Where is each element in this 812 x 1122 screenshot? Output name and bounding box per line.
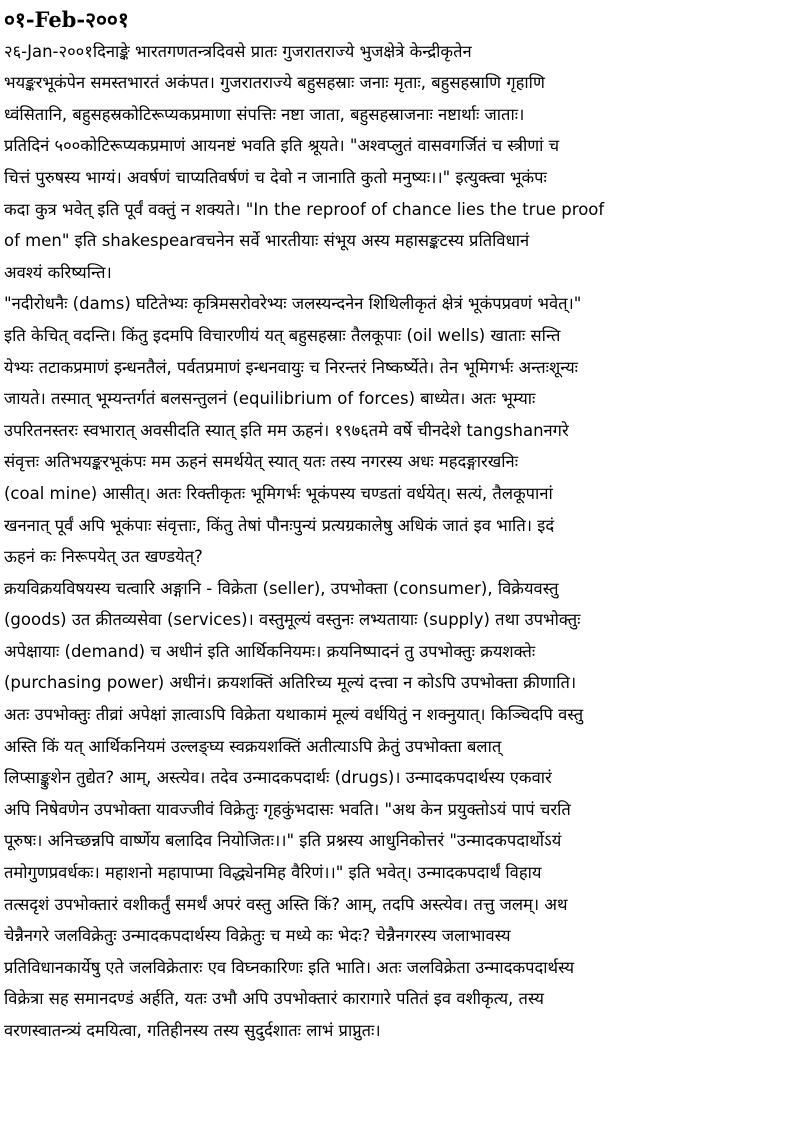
text-line: वरणस्वातन्त्र्यं दमयित्वा, गतिहीनस्य तस्य सुदुर्दशातः लाभं प्राप्नुतः। <box>4 1021 381 1040</box>
text-line: भयङ्करभूकंपेन समस्तभारतं अकंपत। गुजरातराज्ये बहुसहस्राः जनाः मृताः, बहुसहस्राणि गृहाणि <box>4 73 545 93</box>
text-line: ध्वंसितानि, बहुसहस्रकोटिरूप्यकप्रमाणा संपत्तिः नष्टा जाता, बहुसहस्राजनाः नष्टार्थाः जाताः। <box>4 104 525 124</box>
text-line: ऊहनं कः निरूपयेत् उत खण्डयेत्? <box>4 547 203 567</box>
text-line: येभ्यः तटाकप्रमाणं इन्धनतैलं, पर्वतप्रमाणं इन्धनवायुः च निरन्तरं निष्कर्ष्येते। तेन भूमिगर्भः अन्तःशून्यः <box>4 357 578 377</box>
text-line: अपेक्षायाः (demand) च अधीनं इति आर्थिकनियमः। क्रयनिष्पादनं तु उपभोक्तुः क्रयशक्तेः <box>4 641 536 661</box>
text-line: कदा कुत्र भवेत् इति पूर्वं वक्तुं न शक्यते। "In the reproof of chance lies the true proof <box>4 199 605 219</box>
text-line: "नदीरोधनैः (dams) घटितेभ्यः कृत्रिमसरोवरेभ्यः जलस्यन्दनेन शिथिलीकृतं क्षेत्रं भूकंपप्रवणं भवेत्।" <box>4 294 582 314</box>
text-line: प्रतिविधानकार्येषु एते जलविक्रेतारः एव विघ्नकारिणः इति भाति। अतः जलविक्रेता उन्मादकपदार्थस्य <box>4 957 575 977</box>
text-line: अतः उपभोक्तुः तीव्रां अपेक्षां ज्ञात्वाऽपि विक्रेता यथाकामं मूल्यं वर्धयितुं न शक्नुयात्। किञ्चिदपि वस्तु <box>4 705 584 725</box>
text-line: चेन्नैनगरे जलविक्रेतुः उन्मादकपदार्थस्य विक्रेतुः च मध्ये कः भेदः? चेन्नैनगरस्य जलाभावस्य <box>4 926 511 946</box>
text-line: लिप्साङ्कुशेन तुद्येत? आम्, अस्त्येव। तदेव उन्मादकपदार्थः (drugs)। उन्मादकपदार्थस्य एकवारं <box>4 768 552 788</box>
text-line: प्रतिदिनं ५००कोटिरूप्यकप्रमाणं आयनष्टं भवति इति श्रूयते। "अश्वप्लुतं वासवगर्जितं च स्त्रीणां च <box>4 136 560 156</box>
text-line: विक्रेत्रा सह समानदण्डं अर्हति, यतः उभौ अपि उपभोक्तारं कारागारे पतितं इव वशीकृत्य, तस्य <box>4 989 544 1009</box>
text-line: क्रयविक्रयविषयस्य चत्वारि अङ्गानि - विक्रेता (seller), उपभोक्ता (consumer), विक्रेयवस्तु <box>4 578 559 598</box>
text-line: तमोगुणप्रवर्धकः। महाशनो महापाप्मा विद्ध्येनमिह वैरिणं।।" इति भवेत्। उन्मादकपदार्थं विहाय <box>4 863 542 883</box>
text-line: अस्ति किं यत् आर्थिकनियमं उल्लङ्घ्य स्वक्रयशक्तिं अतीत्याऽपि क्रेतुं उपभोक्ता बलात् <box>4 736 502 756</box>
text-line: उपरितनस्तरः स्वभारात् अवसीदति स्यात् इति मम ऊहनं। १९७६तमे वर्षे चीनदेशे tangshanनगरे <box>4 420 569 440</box>
document-date: ०१-Feb-२००१ <box>4 7 129 32</box>
text-line: २६-Jan-२००१दिनाङ्के भारतगणतन्त्रदिवसे प्रातः गुजरातराज्ये भुजक्षेत्रे केन्द्रीकृतेन <box>4 41 472 61</box>
text-line: पूरुषः। अनिच्छन्नपि वार्ष्णेय बलादिव नियोजितः।।" इति प्रश्नस्य आधुनिकोत्तरं "उन्मादकपदार्थोऽयं <box>4 831 562 851</box>
text-line: खननात् पूर्वं अपि भूकंपाः संवृत्ताः, किंतु तेषां पौनःपुन्यं प्रत्यग्रकालेषु अधिकं जातं इव भाति। इदं <box>4 515 555 535</box>
text-line: (goods) उत क्रीतव्यसेवा (services)। वस्तुमूल्यं वस्तुनः लभ्यतायाः (supply) तथा उपभोक्तुः <box>4 610 581 630</box>
text-line: चित्तं पुरुषस्य भाग्यं। अवर्षणं चाप्यतिवर्षणं च देवो न जानाति कुतो मनुष्यः।।" इत्युक्त्वा भूकंपः <box>4 167 547 187</box>
text-line: जायते। तस्मात् भूम्यन्तर्गतं बलसन्तुलनं (equilibrium of forces) बाध्येत। अतः भूम्याः <box>4 389 536 409</box>
text-line: संवृत्तः अतिभयङ्करभूकंपः मम ऊहनं समर्थयेत् स्यात् यतः तस्य नगरस्य अधः महदङ्गारखनिः <box>4 452 519 472</box>
document-body <box>4 4 798 1047</box>
text-line: तत्सदृशं उपभोक्तारं वशीकर्तुं समर्थं अपरं वस्तु अस्ति किं? आम्, तदपि अस्त्येव। तत्तु जलम्। अथ <box>4 894 568 914</box>
text-line: (purchasing power) अधीनं। क्रयशक्तिं अतिरिच्य मूल्यं दत्त्वा न कोऽपि उपभोक्ता क्रीणाति। <box>4 673 577 693</box>
text-line: of men" इति shakespearवचनेन सर्वे भारतीयाः संभूय अस्य महासङ्कटस्य प्रतिविधानं <box>4 231 530 251</box>
text-line: अवश्यं करिष्यन्ति। <box>4 262 112 282</box>
text-line: (coal mine) आसीत्। अतः रिक्तीकृतः भूमिगर्भः भूकंपस्य चण्डतां वर्धयेत्। सत्यं, तैलकूपानां <box>4 483 553 503</box>
text-line: अपि निषेवणेन उपभोक्ता यावज्जीवं विक्रेतुः गृहकुंभदासः भवति। "अथ केन प्रयुक्तोऽयं पापं चरति <box>4 799 571 819</box>
text-line: इति केचित् वदन्ति। किंतु इदमपि विचारणीयं यत् बहुसहस्राः तैलकूपाः (oil wells) खाताः सन्ति <box>4 325 561 345</box>
